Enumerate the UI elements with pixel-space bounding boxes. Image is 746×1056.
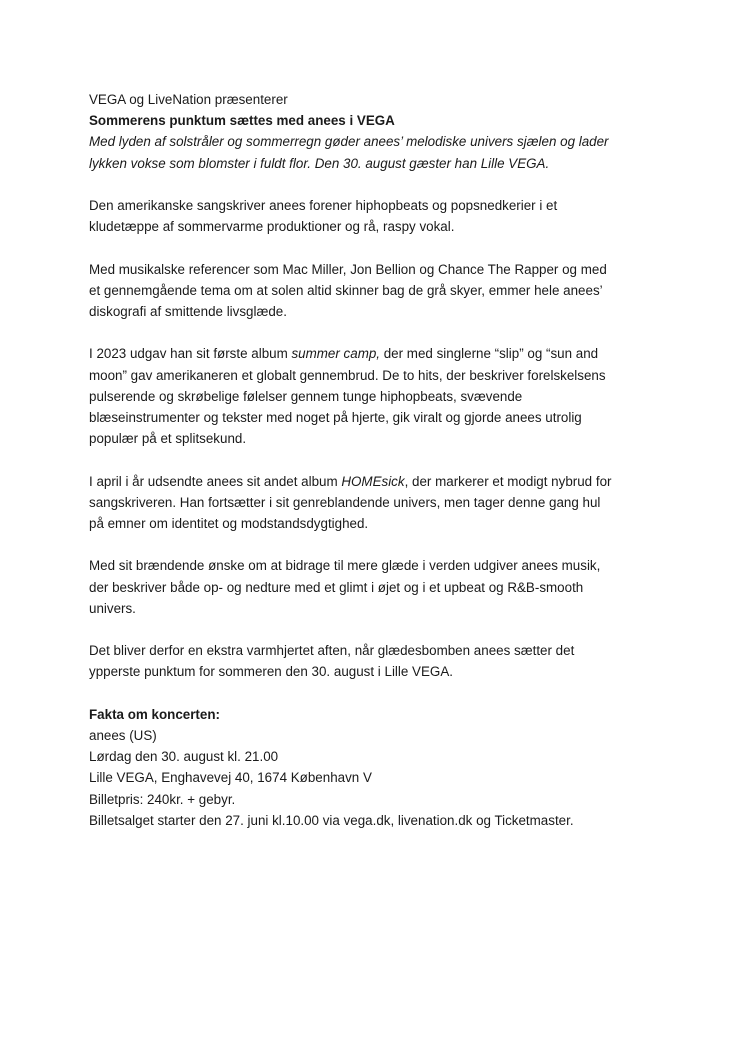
paragraph-line: der beskriver både op- og nedture med et glimt i øjet og i et upbeat og R&B-smooth (89, 579, 584, 595)
text-run: der med singlerne “slip” og “sun and (380, 346, 599, 362)
paragraph-wish (89, 555, 669, 619)
facts-block (89, 704, 669, 831)
paragraph-references (89, 259, 669, 323)
paragraph-first-album (89, 343, 669, 449)
facts-venue: Lille VEGA, Enghavevej 40, 1674 København V (89, 770, 372, 786)
facts-price: Billetpris: 240kr. + gebyr. (89, 791, 236, 807)
paragraph-line: Det bliver derfor en ekstra varmhjertet aften, når glædesbomben anees sætter det (89, 643, 575, 659)
facts-artist: anees (US) (89, 727, 157, 743)
paragraph-line: et gennemgående tema om at solen altid skinner bag de grå skyer, emmer hele anees’ (89, 282, 603, 298)
paragraph-line: på emner om identitet og modstandsdygtighed. (89, 516, 369, 531)
text-run: I april i år udsendte anees sit andet album (89, 473, 342, 489)
album-title: summer camp, (291, 346, 381, 362)
paragraph-line: blæseinstrumenter og tekster med noget på hjerte, gik viralt og gjorde anees utrolig (89, 410, 582, 425)
paragraph-line: kludetæppe af sommervarme produktioner og rå, raspy vokal. (89, 219, 455, 235)
paragraph-second-album (89, 471, 669, 535)
facts-date: Lørdag den 30. august kl. 21.00 (89, 749, 279, 765)
text-run: , der markerer et modigt nybrud for (404, 473, 612, 489)
album-title: HOMEsick (341, 473, 405, 489)
presenter-line: VEGA og LiveNation præsenterer (89, 92, 288, 107)
paragraph-line: moon” gav amerikaneren et globalt gennembrud. De to hits, der beskriver forelskelsens (89, 367, 606, 383)
header-block (89, 89, 669, 174)
facts-heading: Fakta om koncerten: (89, 706, 220, 722)
lead-line-1: Med lyden af solstråler og sommerregn gøder anees’ melodiske univers sjælen og lader (89, 134, 609, 150)
facts-ticket-sale: Billetsalget starter den 27. juni kl.10.00 via vega.dk, livenation.dk og Ticketmaster. (89, 812, 574, 828)
paragraph-line (89, 471, 669, 492)
press-release-page (89, 89, 669, 831)
paragraph-closing (89, 640, 669, 682)
lead-line-2: lykken vokse som blomster i fuldt flor. Den 30. august gæster han Lille VEGA. (89, 155, 550, 171)
paragraph-line: Med sit brændende ønske om at bidrage til mere glæde i verden udgiver anees musik, (89, 558, 601, 574)
paragraph-line: diskografi af smittende livsglæde. (89, 304, 287, 319)
paragraph-intro (89, 195, 669, 237)
paragraph-line: Med musikalske referencer som Mac Miller, Jon Bellion og Chance The Rapper og med (89, 261, 607, 277)
paragraph-line (89, 343, 669, 364)
paragraph-line: pulserende og skrøbelige følelser gennem tunge hiphopbeats, svævende (89, 388, 523, 404)
paragraph-line: univers. (89, 600, 136, 616)
headline: Sommerens punktum sættes med anees i VEGA (89, 113, 395, 129)
text-run: I 2023 udgav han sit første album (89, 346, 292, 362)
paragraph-line: populær på et splitsekund. (89, 431, 247, 447)
paragraph-line: Den amerikanske sangskriver anees forener hiphopbeats og popsnedkerier i et (89, 198, 558, 213)
paragraph-line: ypperste punktum for sommeren den 30. august i Lille VEGA. (89, 664, 453, 680)
paragraph-line: sangskriveren. Han fortsætter i sit genreblandende univers, men tager denne gang hul (89, 494, 601, 510)
